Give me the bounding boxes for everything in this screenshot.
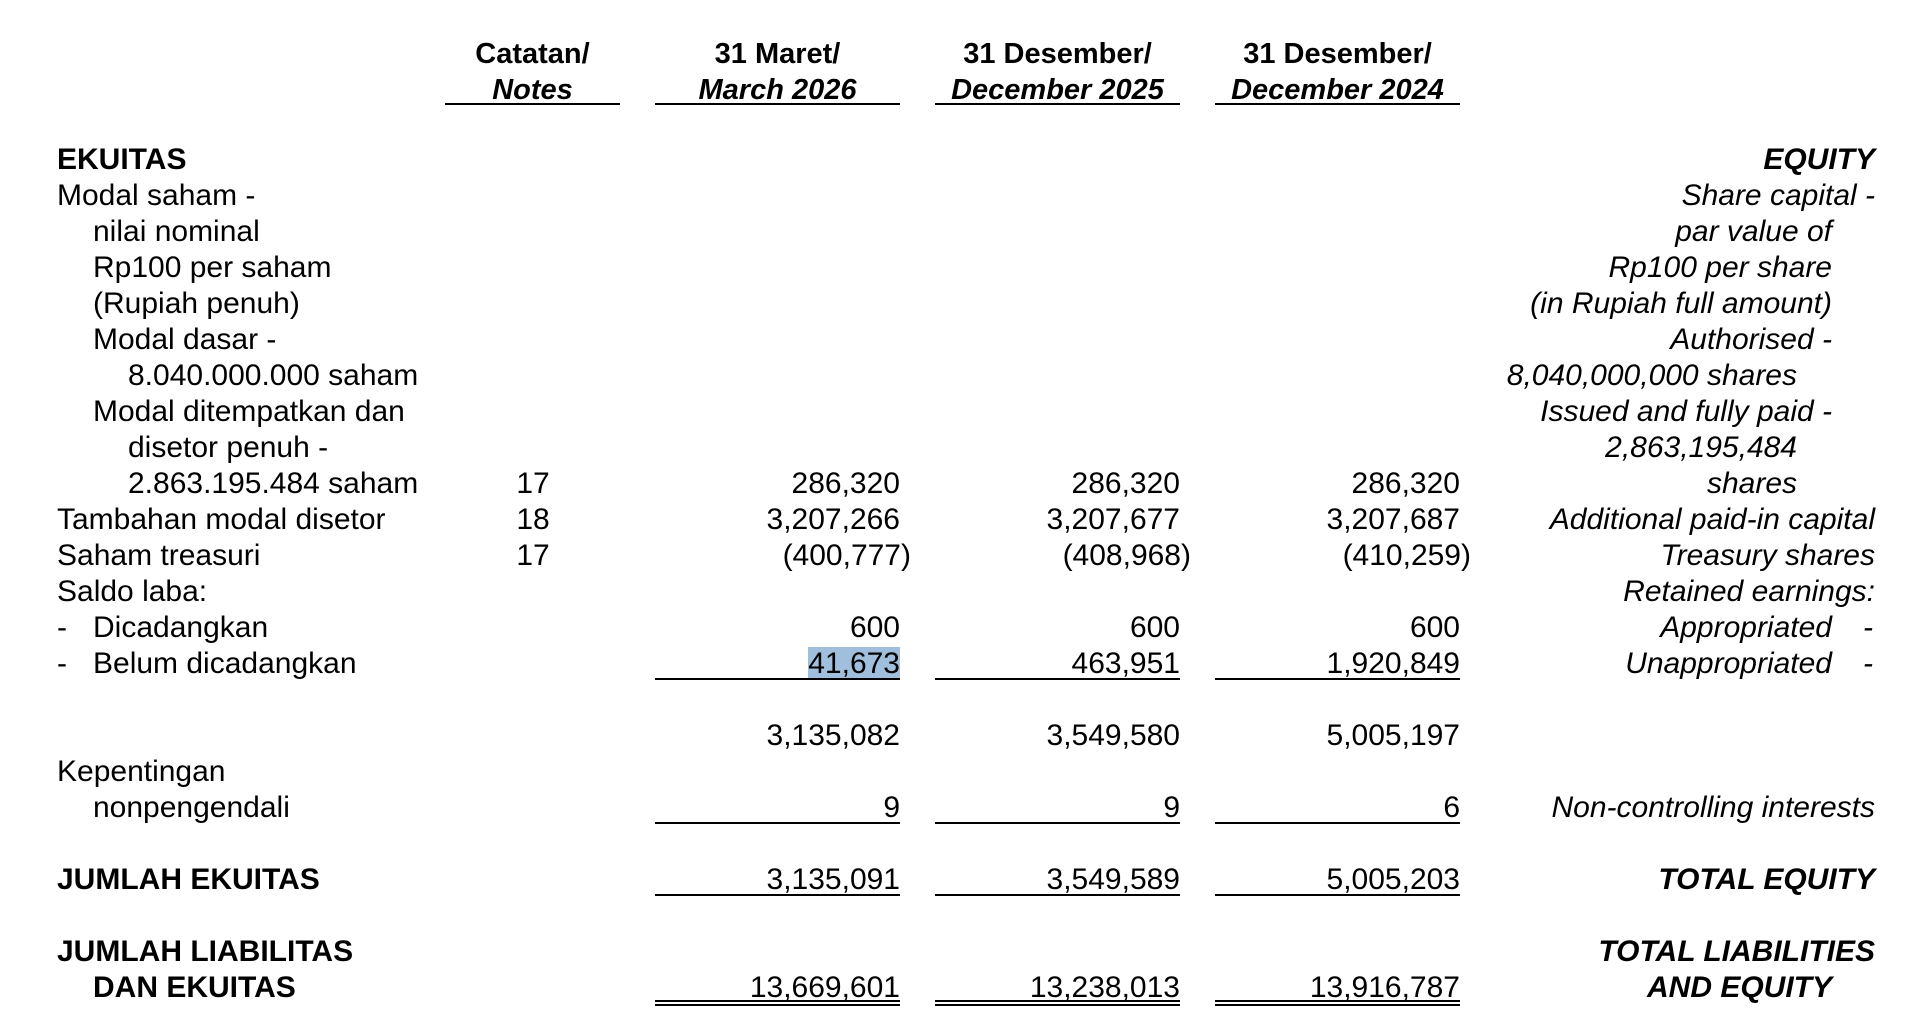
label-jumlah-liabilitas-1: JUMLAH LIABILITAS bbox=[57, 935, 354, 968]
label-treasury-shares: Treasury shares bbox=[1660, 539, 1875, 572]
dash-unappropriated: - bbox=[1863, 647, 1873, 680]
label-issued: Issued and fully paid - bbox=[1540, 395, 1832, 428]
value-tambahan-2024: 3,207,687 bbox=[1326, 503, 1460, 536]
rule-belum-col1 bbox=[655, 678, 900, 680]
value-subtotal-2024: 5,005,197 bbox=[1326, 719, 1460, 752]
header-notes bbox=[445, 36, 620, 108]
header-col1-line2: March 2026 bbox=[698, 74, 857, 106]
value-treasuri-2026: (400,777) bbox=[782, 539, 911, 572]
value-tambahan-2026: 3,207,266 bbox=[766, 503, 900, 536]
double-rule-col3 bbox=[1215, 1000, 1460, 1006]
header-col2-underline bbox=[935, 103, 1180, 105]
label-full-amount: (in Rupiah full amount) bbox=[1530, 287, 1832, 320]
dash-belum: - bbox=[57, 647, 67, 680]
double-rule-col2 bbox=[935, 1000, 1180, 1006]
dash-appropriated: - bbox=[1863, 611, 1873, 644]
header-col3-line1: 31 Desember/ bbox=[1243, 38, 1432, 70]
value-nci-2025: 9 bbox=[1163, 791, 1180, 824]
value-belum-2024: 1,920,849 bbox=[1326, 647, 1460, 680]
rule-nci-col3 bbox=[1215, 822, 1460, 824]
label-retained-earnings: Retained earnings: bbox=[1623, 575, 1875, 608]
rule-total-equity-col3 bbox=[1215, 894, 1460, 896]
value-issued-2025: 286,320 bbox=[1071, 467, 1180, 500]
label-jumlah-liabilitas-2: DAN EKUITAS bbox=[93, 971, 296, 1004]
value-dicadangkan-2026: 600 bbox=[849, 611, 900, 644]
value-total-liab-equity-2025: 13,238,013 bbox=[1029, 971, 1180, 1004]
label-issued-shares: 2.863.195.484 saham bbox=[128, 467, 419, 500]
value-subtotal-2025: 3,549,580 bbox=[1046, 719, 1180, 752]
header-notes-line1: Catatan/ bbox=[475, 38, 590, 70]
value-treasuri-2024: (410,259) bbox=[1342, 539, 1471, 572]
value-issued-2026: 286,320 bbox=[791, 467, 900, 500]
selected-cell-highlight[interactable]: 41,673 bbox=[808, 647, 900, 680]
header-col3-line2: December 2024 bbox=[1231, 74, 1444, 106]
label-rp100-share: Rp100 per share bbox=[1608, 251, 1832, 284]
label-modal-dasar: Modal dasar - bbox=[93, 323, 277, 356]
dash-dicadangkan: - bbox=[57, 611, 67, 644]
label-total-equity: TOTAL EQUITY bbox=[1658, 863, 1875, 896]
label-belum: Belum dicadangkan bbox=[93, 647, 357, 680]
header-col-march-2026 bbox=[655, 36, 900, 108]
header-notes-line2: Notes bbox=[492, 74, 573, 106]
header-col1-line1: 31 Maret/ bbox=[714, 38, 841, 70]
label-share-capital: Share capital - bbox=[1681, 179, 1875, 212]
label-non-controlling: Non-controlling interests bbox=[1551, 791, 1875, 824]
label-unappropriated: Unappropriated bbox=[1625, 647, 1832, 680]
double-rule-col1 bbox=[655, 1000, 900, 1006]
rule-belum-col3 bbox=[1215, 678, 1460, 680]
label-par-value: par value of bbox=[1675, 215, 1832, 248]
label-shares: shares bbox=[1706, 467, 1797, 500]
note-tambahan: 18 bbox=[516, 503, 550, 536]
value-total-equity-2025: 3,549,589 bbox=[1046, 863, 1180, 896]
label-appropriated: Appropriated bbox=[1660, 611, 1832, 644]
value-total-liab-equity-2024: 13,916,787 bbox=[1309, 971, 1460, 1004]
label-dasar-shares: 8.040.000.000 saham bbox=[128, 359, 419, 392]
header-col-december-2025 bbox=[935, 36, 1180, 108]
header-col3-underline bbox=[1215, 103, 1460, 105]
value-dicadangkan-2024: 600 bbox=[1409, 611, 1460, 644]
label-kepentingan-2: nonpengendali bbox=[93, 791, 290, 824]
header-col2-line2: December 2025 bbox=[951, 74, 1164, 106]
label-kepentingan-1: Kepentingan bbox=[57, 755, 226, 788]
label-treasuri: Saham treasuri bbox=[57, 539, 261, 572]
label-ekuitas: EKUITAS bbox=[57, 143, 187, 176]
label-disetor: disetor penuh - bbox=[128, 431, 329, 464]
label-modal-saham: Modal saham - bbox=[57, 179, 256, 212]
value-subtotal-2026: 3,135,082 bbox=[766, 719, 900, 752]
value-dicadangkan-2025: 600 bbox=[1129, 611, 1180, 644]
value-total-equity-2026: 3,135,091 bbox=[766, 863, 900, 896]
value-tambahan-2025: 3,207,677 bbox=[1046, 503, 1180, 536]
label-authorised: Authorised - bbox=[1670, 323, 1832, 356]
label-nilai-nominal: nilai nominal bbox=[93, 215, 260, 248]
label-saldo-laba: Saldo laba: bbox=[57, 575, 208, 608]
rule-nci-col2 bbox=[935, 822, 1180, 824]
label-auth-shares: 8,040,000,000 shares bbox=[1506, 359, 1797, 392]
value-nci-2024: 6 bbox=[1443, 791, 1460, 824]
value-belum-2026 bbox=[660, 646, 900, 682]
value-total-equity-2024: 5,005,203 bbox=[1326, 863, 1460, 896]
label-rupiah-penuh: (Rupiah penuh) bbox=[93, 287, 300, 320]
label-ditempatkan: Modal ditempatkan dan bbox=[93, 395, 405, 428]
header-col2-line1: 31 Desember/ bbox=[963, 38, 1152, 70]
rule-total-equity-col1 bbox=[655, 894, 900, 896]
rule-nci-col1 bbox=[655, 822, 900, 824]
label-issued-num: 2,863,195,484 bbox=[1605, 431, 1797, 464]
rule-total-equity-col2 bbox=[935, 894, 1180, 896]
note-issued: 17 bbox=[516, 467, 550, 500]
header-col-december-2024 bbox=[1215, 36, 1460, 108]
value-belum-2025: 463,951 bbox=[1071, 647, 1180, 680]
label-dicadangkan: Dicadangkan bbox=[93, 611, 269, 644]
rule-belum-col2 bbox=[935, 678, 1180, 680]
label-tambahan: Tambahan modal disetor bbox=[57, 503, 386, 536]
label-rp100: Rp100 per saham bbox=[93, 251, 332, 284]
value-issued-2024: 286,320 bbox=[1351, 467, 1460, 500]
value-treasuri-2025: (408,968) bbox=[1062, 539, 1191, 572]
label-jumlah-ekuitas: JUMLAH EKUITAS bbox=[57, 863, 320, 896]
label-additional-paid-in: Additional paid-in capital bbox=[1549, 503, 1875, 536]
value-total-liab-equity-2026: 13,669,601 bbox=[749, 971, 900, 1004]
value-nci-2026: 9 bbox=[883, 791, 900, 824]
header-col1-underline bbox=[655, 103, 900, 105]
note-treasuri: 17 bbox=[516, 539, 550, 572]
label-total-liabilities-2: AND EQUITY bbox=[1646, 971, 1832, 1004]
label-equity: EQUITY bbox=[1763, 143, 1875, 176]
header-notes-underline bbox=[445, 103, 620, 105]
label-total-liabilities-1: TOTAL LIABILITIES bbox=[1598, 935, 1875, 968]
